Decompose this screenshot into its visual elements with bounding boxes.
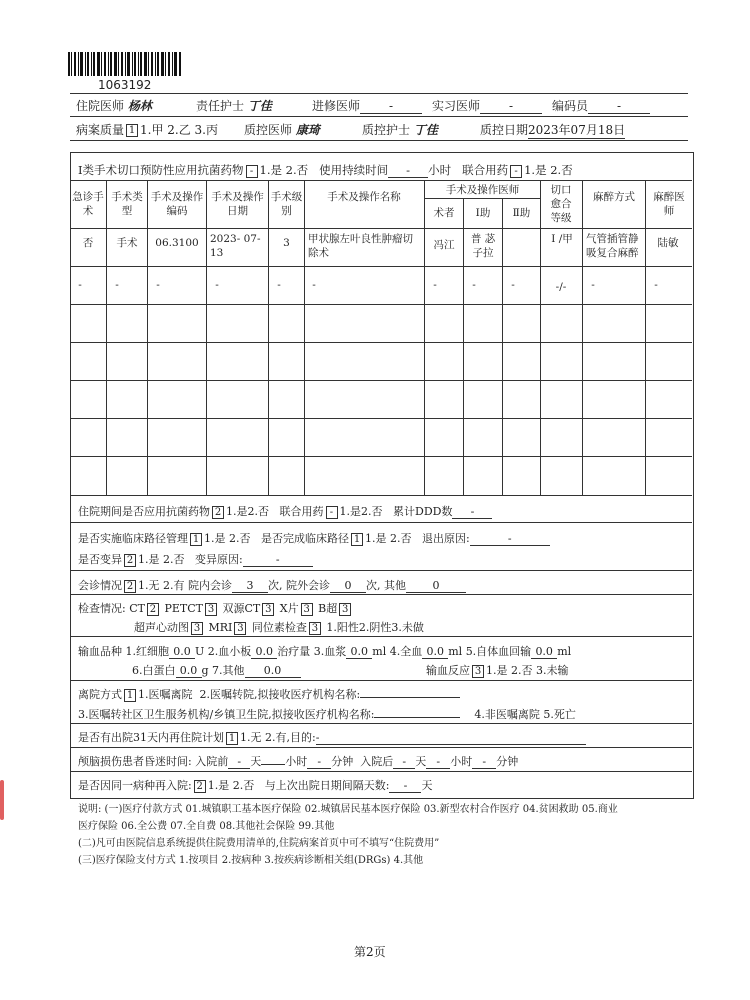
row1-anesth-doc: 陆敏 (657, 237, 679, 249)
record-id: 1063192 (98, 78, 152, 92)
row1-assist1: 普 苾 子拉 (470, 233, 496, 259)
col-team: 手术及操作医师 (445, 184, 520, 196)
row2-anesth-doc: - (654, 279, 658, 291)
row2-assist1: - (472, 279, 476, 291)
qc-nurse: 质控护士 丁佳 (362, 123, 438, 137)
row2-date: - (215, 279, 219, 291)
record-quality: 病案质量 1 1.甲 2.乙 3.丙 (76, 123, 218, 137)
col-anesth: 麻醉方式 (593, 191, 635, 203)
readmission-plan-row: 是否有出院31天内再住院计划 1 1.无 2.有,目的:- (78, 729, 586, 745)
row2-anesth: - (591, 279, 595, 291)
col-name: 手术及操作名称 (327, 191, 401, 203)
row1-date: 2023- 07- 13 (210, 233, 261, 259)
qc-doctor-signature: 康琦 (295, 123, 320, 137)
antibiotic-inpatient-row: 住院期间是否应用抗菌药物 2 1.是2.否 联合用药 - 1.是2.否 累计DDD数 - (78, 503, 492, 519)
row1-emergency: 否 (82, 237, 94, 249)
row2-emergency: - (78, 279, 82, 291)
qc-date: 质控日期2023年07月18日 (480, 123, 626, 137)
col-surgeon: 术者 (433, 207, 455, 219)
col-type: 手术类型 (111, 191, 143, 217)
col-date: 手术及操作日期 (211, 191, 264, 217)
resident-signature: 杨林 (127, 99, 152, 113)
row1-level: 3 (283, 237, 290, 249)
notes-line-4: (三)医疗保险支付方式 1.按项目 2.按病种 3.按疾病诊断相关组(DRGs) 4.其他 (78, 855, 424, 866)
col-anesth-doc: 麻醉医师 (653, 191, 685, 217)
row2-level: - (277, 279, 281, 291)
resident-doctor: 住院医师 杨林 (76, 99, 152, 113)
notes-line-1: 说明: (一)医疗付款方式 01.城镇职工基本医疗保险 02.城镇居民基本医疗保险 03.新型农村合作医疗 04.贫困救助 05.商业 (78, 804, 618, 815)
col-level: 手术级别 (270, 191, 303, 217)
barcode-image (68, 52, 183, 76)
discharge-row-1: 离院方式 1 1.医嘱离院 2.医嘱转院,拟接收医疗机构名称: (78, 686, 460, 702)
row2-assist2: - (511, 279, 515, 291)
variance-row: 是否变异 2 1.是 2.否 变异原因: - (78, 551, 313, 567)
col-code: 手术及操作编码 (150, 191, 204, 217)
advanced-doctor: 进修医师 - (312, 97, 422, 114)
row1-code: 06.3100 (155, 237, 199, 249)
row1-surgeon: 冯江 (433, 239, 455, 251)
consultation-row: 会诊情况 2 1.无 2.有 院内会诊 3 次, 院外会诊 0 次, 其他 0 (78, 577, 466, 593)
clinical-pathway-row: 是否实施临床路径管理 1 1.是 2.否 是否完成临床路径 1 1.是 2.否 退出原因: - (78, 530, 550, 546)
notes-line-2: 医疗保险 06.全公费 07.全自费 08.其他社会保险 99.其他 (78, 821, 335, 832)
intern-doctor: 实习医师 - (432, 97, 542, 114)
page-number: 第2页 (354, 945, 386, 959)
responsible-nurse: 责任护士 丁佳 (196, 99, 272, 113)
row2-type: - (115, 279, 119, 291)
discharge-row-2: 3.医嘱转社区卫生服务机构/乡镇卫生院,拟接收医疗机构名称: 4.非医嘱离院 5.死亡 (78, 708, 576, 721)
col-assist1: Ⅰ助 (475, 207, 491, 219)
row2-name: - (312, 279, 316, 291)
row1-name: 甲状腺左叶良性肿瘤切除术 (308, 233, 413, 259)
transfusion-reaction: 输血反应 3 1.是 2.否 3.未输 (426, 664, 569, 677)
col-assist2: Ⅱ助 (512, 207, 531, 219)
blood-row-1: 输血品种 1.红细胞 0.0 U 2.血小板 0.0 治疗量 3.血浆 0.0 ml 4.全血 0.0 ml 5.自体血回输 0.0 ml (78, 645, 572, 658)
notes-line-3: (二)凡可由医院信息系统提供住院费用清单的,住院病案首页中可不填写“住院费用” (78, 838, 440, 849)
blood-row-2: 6.白蛋白 0.0 g 7.其他 0.0 (132, 662, 301, 678)
row1-type: 手术 (116, 237, 138, 249)
coma-time-row: 颅脑损伤患者昏迷时间: 入院前 - 天 小时 - 分钟 入院后 - 天 - 小时 - 分钟 (78, 755, 519, 768)
row2-surgeon: - (433, 279, 437, 291)
scan-edge-mark (0, 780, 4, 820)
exam-row-1: 检查情况: CT 2 PETCT 3 双源CT 3 X片 3 B超 3 (78, 600, 353, 616)
row1-wound: Ⅰ /甲 (551, 233, 573, 245)
row2-wound: -/- (555, 281, 567, 293)
qc-doctor: 质控医师 康琦 (244, 123, 320, 137)
col-wound: 切口愈合等级 (550, 184, 572, 224)
nurse-signature: 丁佳 (247, 99, 272, 113)
antibiotic-prophylaxis-row: Ⅰ类手术切口预防性应用抗菌药物 - 1.是 2.否 使用持续时间 - 小时 联合用药 - 1.是 2.否 (78, 163, 573, 177)
col-emergency: 急诊手术 (72, 191, 104, 217)
qc-nurse-signature: 丁佳 (413, 123, 438, 137)
row2-code: - (156, 279, 160, 291)
coder: 编码员 - (552, 97, 650, 114)
same-disease-readmit-row: 是否因同一病种再入院: 2 1.是 2.否 与上次出院日期间隔天数: - 天 (78, 779, 433, 792)
row1-anesth: 气管插管静吸复合麻醉 (586, 233, 639, 259)
exam-row-2: 超声心动图 3 MRI 3 同位素检查 3 1.阳性2.阴性3.未做 (134, 621, 424, 634)
